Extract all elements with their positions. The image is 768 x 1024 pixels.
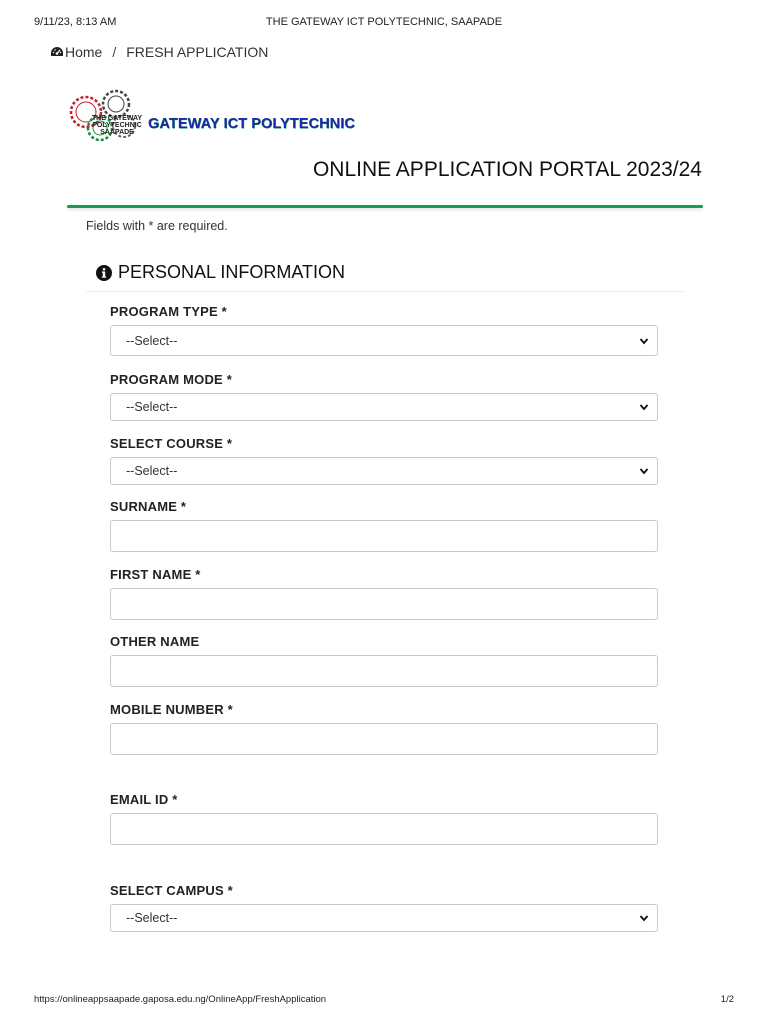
logo-small-text: [82, 115, 152, 136]
campus-select[interactable]: [110, 904, 658, 932]
logo-small-line-3: SAAPADE: [100, 129, 134, 136]
dashboard-icon: [50, 46, 64, 58]
surname-input[interactable]: [110, 520, 658, 552]
page-title: ONLINE APPLICATION PORTAL 2023/24: [312, 158, 702, 181]
course-value: --Select--: [126, 464, 178, 478]
chevron-down-icon: [639, 402, 649, 412]
section-heading: [96, 262, 345, 283]
breadcrumb-separator: /: [112, 44, 117, 60]
section-divider: [86, 291, 684, 292]
program-type-select[interactable]: [110, 325, 658, 356]
course-select[interactable]: [110, 457, 658, 485]
header-divider: [67, 205, 703, 208]
program-mode-label: PROGRAM MODE *: [110, 372, 232, 387]
mobile-number-input[interactable]: [110, 723, 658, 755]
first-name-label: FIRST NAME *: [110, 567, 201, 582]
course-label: SELECT COURSE *: [110, 436, 233, 451]
section-title: PERSONAL INFORMATION: [118, 262, 346, 282]
email-input[interactable]: [110, 813, 658, 845]
print-date: 9/11/23, 8:13 AM: [34, 16, 117, 28]
mobile-number-label: MOBILE NUMBER *: [110, 702, 233, 717]
breadcrumb-home-link[interactable]: Home: [65, 44, 103, 60]
chevron-down-icon: [639, 336, 649, 346]
required-note: Fields with * are required.: [86, 219, 228, 233]
logo-small-line-2: POLYTECHNIC: [92, 122, 142, 129]
program-type-value: --Select--: [126, 333, 178, 348]
print-footer-url: https://onlineappsaapade.gaposa.edu.ng/OnlineApp/FreshApplication: [34, 994, 327, 1005]
program-mode-value: --Select--: [126, 400, 178, 414]
print-header: [0, 16, 768, 30]
first-name-input[interactable]: [110, 588, 658, 620]
chevron-down-icon: [639, 913, 649, 923]
breadcrumb: [50, 44, 268, 60]
logo-main-text: GATEWAY ICT POLYTECHNIC: [148, 116, 355, 132]
surname-label: SURNAME *: [110, 499, 187, 514]
email-label: EMAIL ID *: [110, 792, 178, 807]
other-name-label: OTHER NAME: [110, 634, 200, 649]
campus-value: --Select--: [126, 911, 178, 925]
print-title: THE GATEWAY ICT POLYTECHNIC, SAAPADE: [265, 16, 503, 28]
info-circle-icon: [96, 265, 112, 281]
other-name-input[interactable]: [110, 655, 658, 687]
breadcrumb-current: FRESH APPLICATION: [126, 44, 269, 60]
gateway-logo: [66, 86, 366, 146]
print-footer-page: 1/2: [720, 994, 734, 1005]
logo-small-line-1: THE GATEWAY: [91, 115, 143, 122]
campus-label: SELECT CAMPUS *: [110, 883, 233, 898]
program-type-label: PROGRAM TYPE *: [110, 304, 227, 319]
chevron-down-icon: [639, 466, 649, 476]
program-mode-select[interactable]: [110, 393, 658, 421]
